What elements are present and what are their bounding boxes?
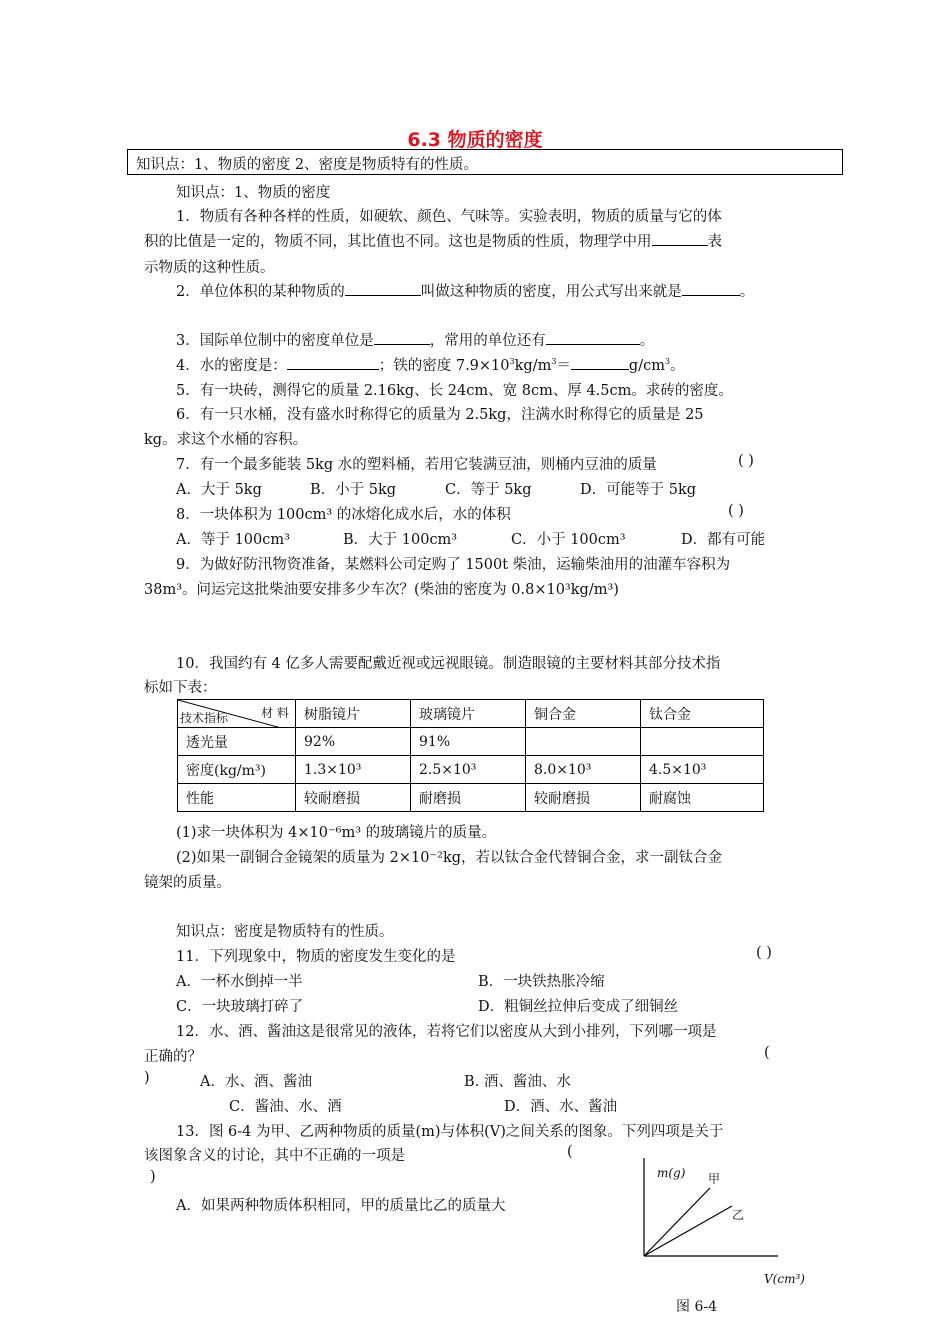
table-header-cell: 玻璃镜片: [411, 700, 526, 728]
q12-option-a[interactable]: A．水、酒、酱油: [200, 1074, 312, 1090]
q7-option-b[interactable]: B．小于 5kg: [310, 482, 397, 498]
table-cell: 8.0×10³: [526, 756, 641, 784]
q13-bracket-open[interactable]: (: [567, 1144, 573, 1160]
table-cell: 4.5×10³: [641, 756, 764, 784]
q12-option-b[interactable]: B. 酒、酱油、水: [464, 1074, 571, 1090]
q7-option-d[interactable]: D．可能等于 5kg: [580, 482, 697, 498]
table-header-row: [178, 700, 764, 728]
table-cell: 91%: [411, 728, 526, 756]
table-cell: 2.5×10³: [411, 756, 526, 784]
q7-stem: 7．有一个最多能装 5kg 水的塑料桶，若用它装满豆油，则桶内豆油的质量: [176, 457, 657, 473]
series-label-jia: 甲: [708, 1172, 721, 1186]
q11-option-b[interactable]: B．一块铁热胀冷缩: [478, 974, 605, 990]
table-row: [178, 728, 764, 756]
diagonal-header-cell: [178, 700, 296, 728]
answer-blank[interactable]: [652, 231, 708, 246]
table-cell: 较耐磨损: [526, 784, 641, 812]
q10-line1: 10．我国约有 4 亿多人需要配戴近视或远视眼镜。制造眼镜的主要材料其部分技术指: [176, 656, 721, 672]
q11-option-d[interactable]: D．粗铜丝拉伸后变成了细铜丝: [478, 999, 679, 1015]
table-cell: 耐磨损: [411, 784, 526, 812]
line-jia: [644, 1188, 710, 1256]
figure-caption: 图 6-4: [676, 1299, 717, 1315]
q4: 4．水的密度是： ；铁的密度 $7.9\times 10^3kg/m^3= g/cm^3$。: [176, 354, 685, 375]
q9-line1: 9．为做好防汛物资准备，某燃料公司定购了 1500t 柴油，运输柴油用的油灌车容积为: [176, 557, 731, 573]
q11-option-a[interactable]: A．一杯水倒掉一半: [176, 974, 303, 990]
q11-option-c[interactable]: C．一块玻璃打碎了: [176, 999, 304, 1015]
q8-option-a[interactable]: A．等于 100cm³: [176, 532, 290, 548]
table-cell: 1.3×10³: [296, 756, 411, 784]
table-cell: 92%: [296, 728, 411, 756]
q1-line2: 积的比值是一定的，物质不同，其比值也不同。这也是物质的性质，物理学中用 表: [144, 230, 722, 251]
answer-blank[interactable]: [345, 281, 421, 296]
table-cell: 较耐磨损: [296, 784, 411, 812]
answer-blank[interactable]: [571, 355, 629, 370]
answer-blank[interactable]: [287, 355, 379, 370]
q8-bracket[interactable]: ( ): [728, 503, 744, 519]
q13-line1: 13．图 6-4 为甲、乙两种物质的质量(m)与体积(V)之间关系的图象。下列四项是关于: [176, 1124, 724, 1140]
q9-line2: 38m³。问运完这批柴油要安排多少车次？(柴油的密度为 0.8×10³kg/m³): [144, 582, 619, 598]
table-row: [178, 756, 764, 784]
q12-line2: 正确的？: [144, 1049, 202, 1065]
q10-line2: 标如下表：: [144, 680, 217, 696]
q3: 3．国际单位制中的密度单位是 ，常用的单位还有 。: [176, 329, 654, 350]
q12-line1: 12．水、酒、酱油这是很常见的液体，若将它们以密度从大到小排列，下列哪一项是: [176, 1024, 717, 1040]
line-yi: [644, 1206, 732, 1256]
q8-option-d[interactable]: D．都有可能: [681, 532, 766, 548]
q8-option-c[interactable]: C．小于 100cm³: [511, 532, 626, 548]
section-heading-2: 知识点：密度是物质特有的性质。: [176, 924, 394, 940]
answer-blank[interactable]: [682, 281, 740, 296]
q11-bracket[interactable]: ( ): [756, 945, 772, 961]
page-title: 6.3 物质的密度: [407, 129, 543, 151]
row-label: 透光量: [178, 728, 296, 756]
q10-sub1: (1)求一块体积为 4×10⁻⁶m³ 的玻璃镜片的质量。: [176, 825, 497, 841]
knowledge-box-text: 知识点：1、物质的密度 2、密度是物质特有的性质。: [136, 157, 479, 173]
q12-option-d[interactable]: D．酒、水、酱油: [504, 1099, 618, 1115]
row-label: 密度(kg/m³): [178, 756, 296, 784]
q1-line3: 示物质的这种性质。: [144, 260, 275, 276]
q13-line2: 该图象含义的讨论，其中不正确的一项是: [144, 1148, 405, 1164]
q6-line2: kg。求这个水桶的容积。: [144, 432, 308, 448]
q8-option-b[interactable]: B．大于 100cm³: [343, 532, 458, 548]
mass-volume-graph: [628, 1158, 805, 1315]
q13-bracket-close[interactable]: ): [150, 1169, 156, 1185]
q7-option-c[interactable]: C．等于 5kg: [445, 482, 532, 498]
table-cell: [641, 728, 764, 756]
series-label-yi: 乙: [732, 1208, 745, 1222]
diag-header-bottom: 技术指标: [180, 711, 229, 725]
q6-line1: 6．有一只水桶，没有盛水时称得它的质量为 2.5kg，注满水时称得它的质量是 25: [176, 407, 704, 423]
q7-option-a[interactable]: A．大于 5kg: [176, 482, 262, 498]
q13-option-a[interactable]: A．如果两种物质体积相同，甲的质量比乙的质量大: [176, 1198, 506, 1214]
q10-sub2-line2: 镜架的质量。: [144, 875, 231, 891]
table-cell: [526, 728, 641, 756]
q12-bracket-close[interactable]: ): [144, 1070, 150, 1086]
table-header-cell: 树脂镜片: [296, 700, 411, 728]
table-cell: 耐腐蚀: [641, 784, 764, 812]
q11-stem: 11．下列现象中，物质的密度发生变化的是: [176, 949, 456, 965]
diag-header-top: 材 料: [261, 706, 289, 720]
x-axis-label: V(cm³): [764, 1272, 805, 1286]
section-heading-1: 知识点：1、物质的密度: [176, 185, 331, 201]
table-row: [178, 784, 764, 812]
q12-bracket-open[interactable]: (: [764, 1045, 770, 1061]
q2: 2．单位体积的某种物质的 叫做这种物质的密度，用公式写出来就是 。: [176, 280, 754, 301]
table-header-cell: 钛合金: [641, 700, 764, 728]
y-axis-label: m(g): [657, 1166, 686, 1180]
materials-table: [177, 699, 764, 812]
answer-blank[interactable]: [374, 330, 430, 345]
q7-bracket[interactable]: ( ): [738, 453, 754, 469]
q5: 5．有一块砖，测得它的质量 2.16kg、长 24cm、宽 8cm、厚 4.5cm。求砖的密度。: [176, 383, 733, 399]
row-label: 性能: [178, 784, 296, 812]
q8-stem: 8．一块体积为 100cm³ 的冰熔化成水后，水的体积: [176, 507, 511, 523]
q10-sub2-line1: (2)如果一副铜合金镜架的质量为 2×10⁻²kg，若以钛合金代替铜合金，求一副钛合金: [176, 850, 723, 866]
knowledge-box: [127, 149, 843, 175]
q12-option-c[interactable]: C．酱油、水、酒: [229, 1099, 342, 1115]
answer-blank[interactable]: [546, 330, 640, 345]
table-header-cell: 铜合金: [526, 700, 641, 728]
q1-line1: 1．物质有各种各样的性质，如硬软、颜色、气味等。实验表明，物质的质量与它的体: [176, 209, 722, 225]
